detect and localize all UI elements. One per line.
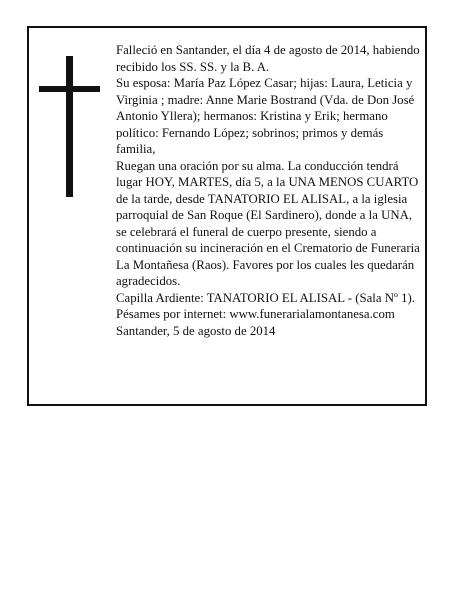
condolences-website: Pésames por internet: www.funerarialamontanesa.com <box>116 307 395 321</box>
place-and-date: Santander, 5 de agosto de 2014 <box>116 323 276 338</box>
death-announcement: Falleció en Santander, el día 4 de agosto de 2014, habiendo recibido los SS. SS. y la B. A. <box>116 43 420 74</box>
obituary-notice-frame <box>27 26 427 406</box>
obituary-text <box>116 42 424 339</box>
chapel-info: Capilla Ardiente: TANATORIO EL ALISAL - (Sala Nº 1). <box>116 290 416 305</box>
cross-horizontal-bar <box>39 86 100 92</box>
family-list: Su esposa: María Paz López Casar; hijas: Laura, Leticia y Virginia ; madre: Anne Marie Bostrand (Vda. de Don José Antonio Yllera); hermanos: Kristina y Erik; hermano político: Fernando López; sobrinos; primos y demás familia, <box>116 76 415 156</box>
cross-vertical-bar <box>66 56 73 197</box>
ceremony-details: Ruegan una oración por su alma. La conducción tendrá lugar HOY, MARTES, día 5, a la UNA MENOS CUARTO de la tarde, desde TANATORIO EL ALISAL, a la iglesia parroquial de San Roque (El Sardinero), donde a la UNA, se celebrará el funeral de cuerpo presente, siendo a continuación su incineración en el Crematorio de Funeraria La Montañesa (Raos). Favores por los cuales les quedarán agradecidos. <box>116 158 420 288</box>
